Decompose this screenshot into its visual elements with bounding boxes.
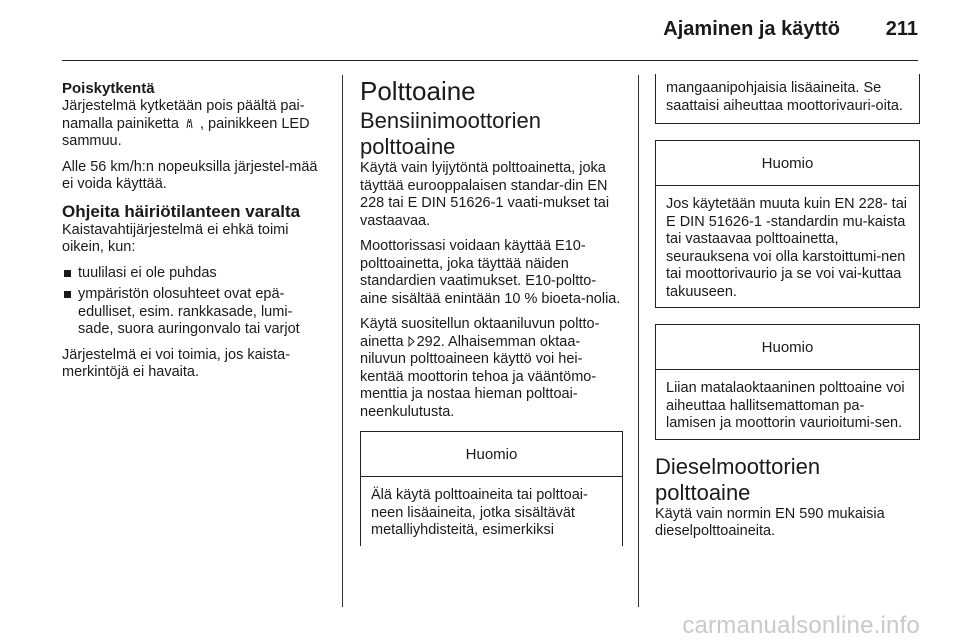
note-body [656,370,919,439]
column-divider-2 [638,75,639,607]
note-heading: Huomio [361,432,622,477]
paragraph-text: Järjestelmä kytketään pois päältä pai-namalla painiketta [62,98,305,132]
note-heading: Huomio [656,325,919,370]
paragraph: Alle 56 km/h:n nopeuksilla järjestel-mää ei voida käyttää. [62,158,318,192]
paragraph: Käytä vain normin EN 590 mukaisia dieselpolttoaineita. [655,505,885,539]
column-divider-1 [342,75,343,607]
header-divider [62,60,918,61]
list-item-text: ympäristön olosuhteet ovat epä-edulliset, esim. rankkasade, lumi-sade, suora auringonvalo tai varjot [78,286,300,337]
watermark: carmanualsonline.info [682,612,920,639]
lane-assist-button-icon [185,118,194,129]
column-2 [360,76,623,546]
paragraph [62,98,327,151]
sub-heading-petrol-fuel: Bensiinimoottorien polttoaine [360,108,541,159]
column-1 [62,80,327,390]
bullet-square-icon [64,291,71,298]
note-text: Liian matalaoktaaninen polttoaine voi aiheuttaa hallitsemattoman pa-lamisen ja moottorin vaurioitumi-sen. [666,380,905,431]
note-box-3 [655,324,920,440]
note-heading: Huomio [656,141,919,186]
paragraph: Järjestelmä ei voi toimia, jos kaista-merkintöjä ei havaita. [62,346,291,380]
section-heading-troubleshooting: Ohjeita häiriötilanteen varalta [62,201,301,221]
page-reference-arrow-icon [408,336,415,347]
column-3 [655,74,920,549]
paragraph-text: . Alhaisemman oktaa-niluvun polttoaineen käyttö voi hei-kentää moottorin tehoa ja vääntömo-menttia ja nostaa hieman polttoai-neenkulutusta. [360,333,597,420]
note-box-2 [655,140,920,308]
bullet-square-icon [64,270,71,277]
section-title-polttoaine: Polttoaine [360,76,476,106]
section-heading-poiskytkenta: Poiskytkentä [62,80,155,97]
chapter-title: Ajaminen ja käyttö [663,18,840,40]
note-text: Älä käytä polttoaineita tai polttoai-neen lisäaineita, jotka sisältävät metalliyhdisteitä, esimerkiksi [371,487,588,538]
page-number: 211 [885,18,918,40]
note-box-1 [360,431,623,546]
list-item-text: tuulilasi ei ole puhdas [78,264,217,281]
note-body [656,74,919,123]
note-box-1-continued [655,74,920,124]
list-item [62,286,327,339]
page-header [0,0,960,60]
note-body [656,186,919,307]
paragraph-text: Käytä suositellun oktaaniluvun poltto-ainetta [360,316,600,350]
paragraph: Kaistavahtijärjestelmä ei ehkä toimi oikein, kun: [62,221,289,255]
paragraph-text: , painikkeen LED sammuu. [62,115,310,149]
note-text: mangaanipohjaisia lisäaineita. Se saattaisi aiheuttaa moottorivauri-oita. [666,80,903,114]
paragraph: Käytä vain lyijytöntä polttoainetta, joka täyttää eurooppalaisen standar-din EN 228 tai E DIN 51626-1 vaati-mukset tai vastaavaa. [360,160,610,229]
note-body [361,477,622,546]
sub-heading-diesel-fuel: Dieselmoottorien polttoaine [655,453,821,505]
paragraph [360,316,623,421]
page-reference-link[interactable]: 292 [416,333,441,350]
paragraph: Moottorissasi voidaan käyttää E10-polttoainetta, joka täyttää näiden standardien vaatimukset. E10-poltto-aine sisältää enintään 10 % bioeta-nolia. [360,238,621,307]
note-text: Jos käytetään muuta kuin EN 228- tai E DIN 51626-1 -standardin mu-kaista tai vastaavaa polttoainetta, seurauksena voi olla karstoittumi-nen tai moottorivaurio ja se voi vai-kuttaa takuuseen. [666,196,907,300]
list-item [62,265,327,283]
bullet-list [62,265,327,339]
